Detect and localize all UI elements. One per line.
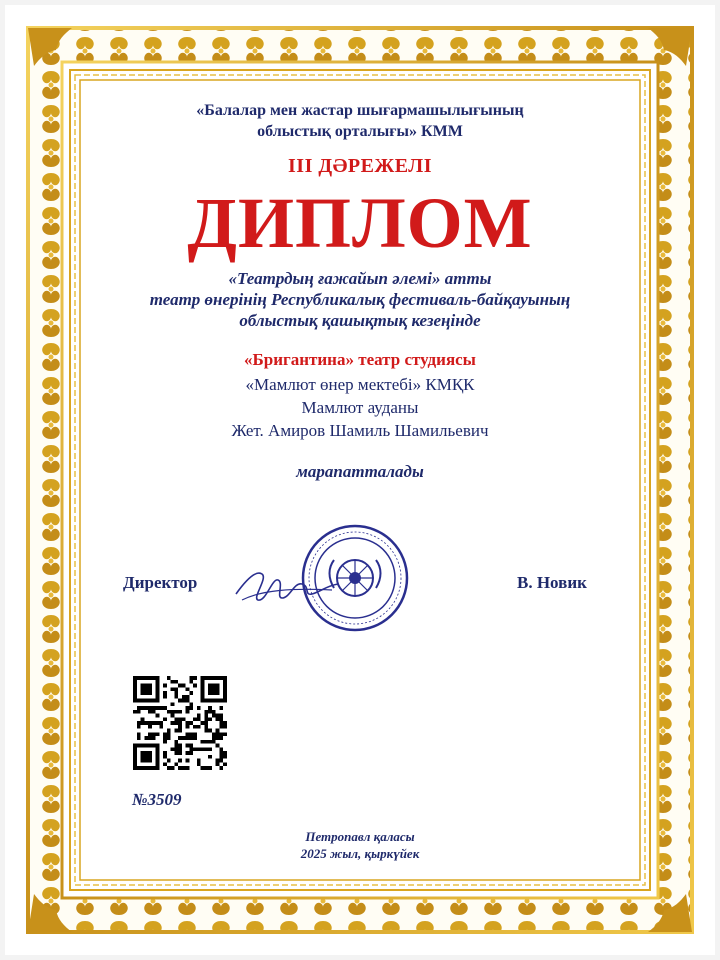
issue-place: Петропавл қаласы	[305, 829, 415, 844]
director-label: Директор	[123, 573, 198, 592]
organization-line-1: «Балалар мен жастар шығармашылығының	[196, 102, 524, 119]
qr-code-icon[interactable]	[130, 676, 230, 770]
festival-line-3: облыстық қашықтық кезеңінде	[239, 311, 481, 330]
recipient-district: Мамлют ауданы	[301, 398, 419, 417]
director-name: В. Новик	[517, 573, 587, 592]
issue-date: 2025 жыл, қыркүйек	[300, 846, 420, 861]
festival-line-2: театр өнерінің Республикалық фестиваль-байқауының	[149, 290, 571, 309]
director-signature-icon	[232, 560, 342, 610]
festival-line-1: «Театрдың ғажайып әлемі» атты	[228, 269, 492, 288]
festival-description	[0, 268, 720, 331]
degree-label: ІІІ ДӘРЕЖЕЛІ	[288, 155, 432, 177]
organization-line-2: облыстық орталығы» КММ	[257, 123, 463, 140]
recipient-studio: «Бригантина» театр студиясы	[244, 350, 476, 369]
diploma-title: ДИПЛОМ	[187, 183, 533, 263]
diploma-number: №3509	[132, 790, 182, 809]
recipient-leader: Жет. Амиров Шамиль Шамильевич	[231, 421, 489, 440]
issue-place-date	[0, 828, 720, 862]
recipient-details	[0, 373, 720, 442]
award-text: марапатталады	[296, 462, 424, 481]
recipient-school: «Мамлют өнер мектебі» КМҚК	[245, 375, 475, 394]
organization-name	[0, 100, 720, 142]
